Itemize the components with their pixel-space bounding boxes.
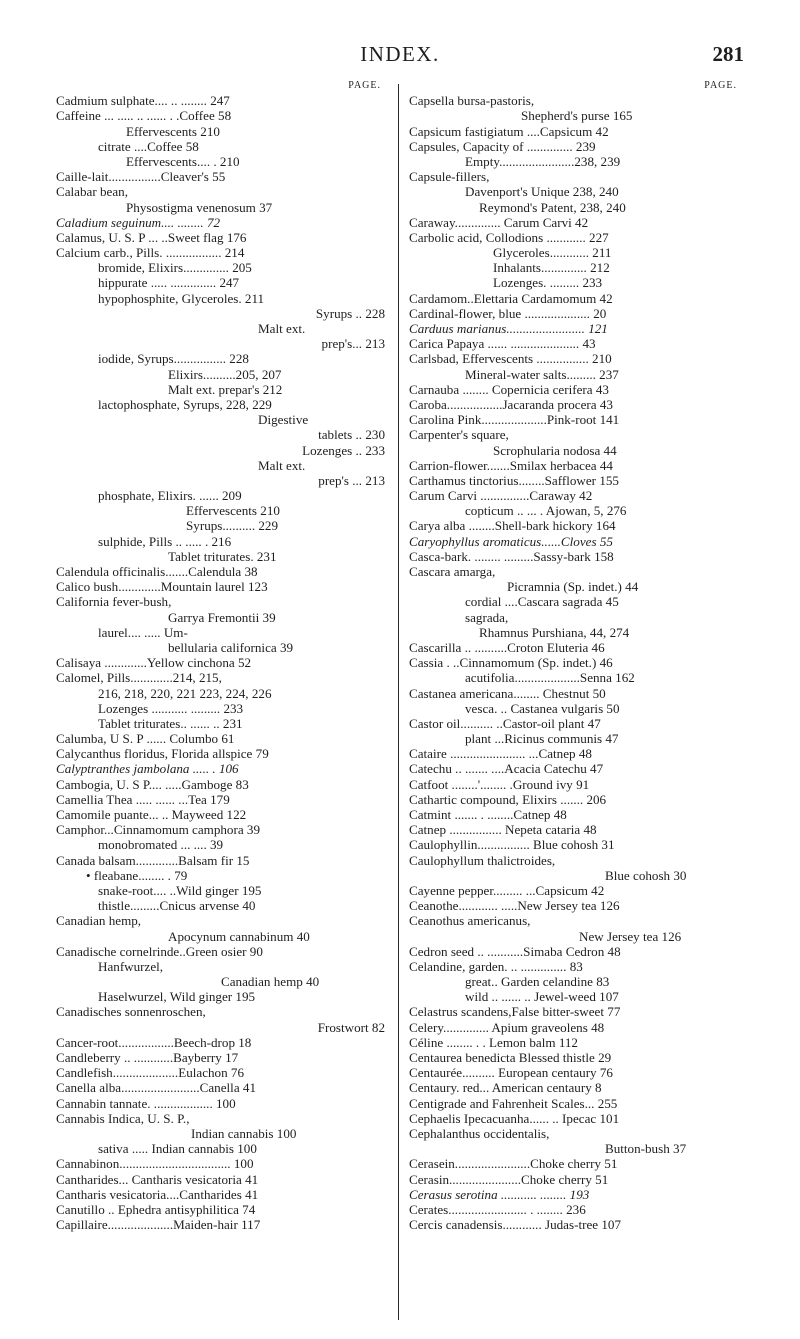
- index-entry: Calcium carb., Pills. ................. 214: [56, 245, 245, 261]
- index-entry: Casca-bark. ........ .........Sassy-bark 158: [409, 548, 614, 564]
- index-entry: Capsules, Capacity of .............. 239: [409, 138, 596, 154]
- index-entry: New Jersey tea 126: [579, 928, 682, 944]
- index-entry: Canadisches sonnenroschen,: [56, 1004, 206, 1020]
- index-entry: Cannabis Indica, U. S. P.,: [56, 1110, 190, 1126]
- index-entry: Carya alba ........Shell-bark hickory 164: [409, 518, 616, 534]
- index-entry: Celastrus scandens,False bitter-sweet 77: [409, 1004, 621, 1020]
- index-entry: Carrion-flower.......Smilax herbacea 44: [409, 457, 613, 473]
- index-entry: Cambogia, U. S P.... .....Gamboge 83: [56, 776, 249, 792]
- index-entry: prep's... 213: [321, 336, 385, 352]
- index-entry: Catechu .. ....... ....Acacia Catechu 47: [409, 761, 604, 777]
- index-entry: Effervescents 210: [186, 503, 280, 519]
- index-column-right: [409, 78, 741, 1232]
- index-entry: Catnep ................ Nepeta cataria 48: [409, 822, 597, 838]
- index-entry: Carum Carvi ...............Caraway 42: [409, 488, 593, 504]
- index-entry: Malt ext.: [258, 457, 306, 473]
- index-entry: Caroba.................Jacaranda procera 43: [409, 396, 613, 412]
- index-entry: Carbolic acid, Collodions ............ 227: [409, 229, 609, 245]
- index-entry: Centigrade and Fahrenheit Scales... 255: [409, 1095, 618, 1111]
- index-entry: Empty.......................238, 239: [465, 153, 621, 169]
- index-entry: Cerasin......................Choke cherry 51: [409, 1171, 609, 1187]
- index-entry: Lozenges. ......... 233: [493, 275, 603, 291]
- index-entry: Digestive: [258, 412, 309, 428]
- index-entry: iodide, Syrups................ 228: [98, 351, 249, 367]
- index-entry: citrate ....Coffee 58: [98, 138, 199, 154]
- index-entry: Caulophyllum thalictroides,: [409, 852, 556, 868]
- index-entry: Mineral-water salts......... 237: [465, 366, 619, 382]
- index-entry: Cerasein.......................Choke cherry 51: [409, 1156, 618, 1172]
- index-entry: bellularia californica 39: [168, 639, 294, 655]
- index-entry: Catmint ....... . ........Catnep 48: [409, 807, 567, 822]
- index-entry: Canutillo .. Ephedra antisyphilitica 74: [56, 1201, 256, 1217]
- index-entry: Camomile puante... .. Mayweed 122: [56, 807, 247, 822]
- index-entry: Cantharides... Cantharis vesicatoria 41: [56, 1171, 259, 1187]
- index-entry: Cardamom..Elettaria Cardamomum 42: [409, 290, 613, 306]
- index-entry: Ceanothe............ .....New Jersey tea 126: [409, 898, 620, 914]
- index-entry: Apocynum cannabinum 40: [168, 928, 310, 944]
- index-entry: Carnauba ........ Copernicia cerifera 43: [409, 381, 609, 397]
- index-entry: Capsicum fastigiatum ....Capsicum 42: [409, 123, 609, 139]
- index-entry: Céline ........ . . Lemon balm 112: [409, 1034, 578, 1050]
- index-entry: monobromated ... .... 39: [98, 837, 224, 853]
- index-entry: Caladium seguinum.... ........ 72: [56, 214, 221, 230]
- index-column-left: [56, 78, 385, 1232]
- index-entry: Cadmium sulphate.... .. ........ 247: [56, 93, 230, 109]
- index-entry: Effervescents.... . 210: [126, 153, 240, 169]
- page-header: [0, 42, 800, 72]
- index-entry: Centaury. red... American centaury 8: [409, 1080, 602, 1096]
- index-entry: Capsella bursa-pastoris,: [409, 93, 535, 109]
- page-title: INDEX.: [360, 42, 440, 66]
- index-entry: Button-bush 37: [605, 1141, 687, 1157]
- index-entry: Malt ext.: [258, 321, 306, 336]
- index-entry: Cascara amarga,: [409, 564, 496, 579]
- index-entry: Davenport's Unique 238, 240: [465, 184, 619, 200]
- index-entry: Syrups .. 228: [315, 305, 385, 321]
- index-entry: lactophosphate, Syrups, 228, 229: [98, 396, 272, 412]
- index-entry: Syrups.......... 229: [186, 518, 279, 534]
- index-entry: Reymond's Patent, 238, 240: [479, 199, 626, 215]
- index-entry: Calyptranthes jambolana ..... . 106: [56, 761, 239, 777]
- index-entry: Caraway.............. Carum Carvi 42: [409, 214, 589, 230]
- index-entry: bromide, Elixirs.............. 205: [98, 260, 252, 276]
- index-entry: plant ...Ricinus communis 47: [465, 731, 619, 747]
- index-entry: 216, 218, 220, 221 223, 224, 226: [98, 685, 272, 701]
- index-entry: snake-root.... ..Wild ginger 195: [98, 882, 262, 898]
- index-entry: Capsule-fillers,: [409, 169, 490, 185]
- index-entry: Carlsbad, Effervescents ................ 210: [409, 351, 612, 367]
- index-entry: Frostwort 82: [317, 1019, 385, 1035]
- index-entry: Cephalanthus occidentalis,: [409, 1125, 550, 1141]
- index-entry: Cerasus serotina ........... ........ 193: [409, 1186, 590, 1202]
- index-entry: Castanea americana........ Chestnut 50: [409, 685, 606, 701]
- index-entry: Calisaya .............Yellow cinchona 52: [56, 655, 252, 671]
- index-entry: Canadian hemp 40: [221, 974, 320, 990]
- index-entry: Centaurée.......... European centaury 76: [409, 1065, 613, 1081]
- index-entry: hippurate ..... .............. 247: [98, 275, 240, 291]
- index-entry: Hanfwurzel,: [98, 958, 164, 974]
- index-entry: Cephaelis Ipecacuanha...... .. Ipecac 101: [409, 1110, 620, 1126]
- index-entry: Candleberry .. ............Bayberry 17: [56, 1050, 239, 1065]
- index-entry: Rhamnus Purshiana, 44, 274: [479, 624, 630, 640]
- index-entry: Shepherd's purse 165: [521, 108, 633, 124]
- index-entry: Cantharis vesicatoria....Cantharides 41: [56, 1186, 259, 1202]
- index-entry: Physostigma venenosum 37: [126, 199, 273, 215]
- index-entry: thistle.........Cnicus arvense 40: [98, 898, 256, 914]
- index-entry: wild .. ...... .. Jewel-weed 107: [465, 989, 619, 1005]
- index-entry: Cannabin tannate. .................. 100: [56, 1095, 236, 1111]
- index-entry: phosphate, Elixirs. ...... 209: [98, 488, 242, 504]
- index-entry: Canada balsam.............Balsam fir 15: [56, 852, 250, 868]
- index-entry: Cerates........................ . ........ 236: [409, 1201, 586, 1217]
- index-entry: Celandine, garden. .. .............. 83: [409, 958, 583, 974]
- index-entry: tablets .. 230: [318, 427, 385, 443]
- index-entry: Garrya Fremontii 39: [168, 609, 276, 625]
- index-entry: Blue cohosh 30: [605, 867, 687, 883]
- index-entry: Cardinal-flower, blue .................... 20: [409, 305, 607, 321]
- index-entry: Haselwurzel, Wild ginger 195: [98, 989, 256, 1005]
- index-entry: Carpenter's square,: [409, 427, 509, 443]
- index-entry: Cedron seed .. ...........Simaba Cedron 48: [409, 943, 621, 959]
- index-entry: sagrada,: [465, 609, 509, 625]
- index-entry: Indian cannabis 100: [191, 1125, 297, 1141]
- index-entry: Camphor...Cinnamomum camphora 39: [56, 822, 261, 838]
- index-entry: laurel.... ..... Um-: [98, 624, 188, 640]
- index-entry: Caryophyllus aromaticus......Cloves 55: [409, 533, 613, 549]
- index-entry: Catfoot ........'........ .Ground ivy 91: [409, 776, 590, 792]
- index-entry: California fever-bush,: [56, 594, 172, 610]
- index-entry: Effervescents 210: [126, 123, 220, 139]
- index-entry: Lozenges .. 233: [302, 442, 385, 458]
- index-entry: Cascarilla .. ..........Croton Eluteria 46: [409, 639, 605, 655]
- page-column-heading: PAGE.: [704, 80, 737, 91]
- index-entries-left: [56, 93, 385, 1232]
- index-entry: Candlefish....................Eulachon 76: [56, 1065, 245, 1081]
- index-entry: Carica Papaya ...... ..................... 43: [409, 336, 596, 352]
- index-entry: Cathartic compound, Elixirs ....... 206: [409, 791, 607, 807]
- index-entry: Ceanothus americanus,: [409, 913, 531, 929]
- index-entry: • fleabane........ . 79: [86, 867, 188, 883]
- index-entry: Cataire ....................... ...Catnep 48: [409, 746, 592, 762]
- index-entry: Calamus, U. S. P ... ..Sweet flag 176: [56, 229, 247, 245]
- index-entry: prep's ... 213: [318, 472, 385, 488]
- index-entry: Tablet triturates. 231: [168, 548, 277, 564]
- index-entry: Celery.............. Apium graveolens 48: [409, 1019, 605, 1035]
- page-number: 281: [712, 42, 744, 66]
- index-entry: Capillaire....................Maiden-hair 117: [56, 1217, 261, 1233]
- index-entries-right: [409, 93, 741, 1232]
- index-entry: Carduus marianus........................ 121: [409, 321, 608, 336]
- index-entry: Elixirs..........205, 207: [168, 366, 282, 382]
- index-entry: Inhalants.............. 212: [493, 260, 610, 276]
- index-entry: Carolina Pink....................Pink-root 141: [409, 412, 620, 428]
- index-entry: Canella alba........................Canella 41: [56, 1080, 256, 1096]
- index-entry: Cancer-root.................Beech-drop 18: [56, 1034, 252, 1050]
- index-entry: Malt ext. prepar's 212: [168, 381, 283, 397]
- index-entry: Picramnia (Sp. indet.) 44: [507, 579, 639, 595]
- index-entry: Canadian hemp,: [56, 913, 142, 929]
- index-entry: Calycanthus floridus, Florida allspice 79: [56, 746, 269, 762]
- index-entry: Camellia Thea ..... ...... ...Tea 179: [56, 791, 230, 807]
- index-entry: Calumba, U S. P ...... Columbo 61: [56, 731, 235, 747]
- index-entry: Calomel, Pills.............214, 215,: [56, 670, 222, 686]
- index-entry: Calendula officinalis.......Calendula 38: [56, 564, 258, 579]
- index-entry: Cassia . ..Cinnamomum (Sp. indet.) 46: [409, 655, 613, 671]
- column-divider: [398, 84, 399, 1320]
- index-entry: sulphide, Pills .. ..... . 216: [98, 533, 232, 549]
- index-entry: Scrophularia nodosa 44: [493, 442, 617, 458]
- page-column-heading: PAGE.: [348, 80, 381, 91]
- index-entry: Cayenne pepper......... ...Capsicum 42: [409, 882, 605, 898]
- index-entry: cordial ....Cascara sagrada 45: [465, 594, 619, 610]
- index-entry: Centaurea benedicta Blessed thistle 29: [409, 1050, 612, 1065]
- index-entry: vesca. .. Castanea vulgaris 50: [465, 700, 620, 716]
- index-entry: Caille-lait................Cleaver's 55: [56, 169, 226, 185]
- index-entry: Canadische cornelrinde..Green osier 90: [56, 943, 263, 959]
- index-entry: Castor oil.......... ..Castor-oil plant 47: [409, 715, 601, 731]
- index-entry: Caffeine ... ..... .. ...... . .Coffee 58: [56, 108, 232, 124]
- index-entry: Caulophyllin................ Blue cohosh 31: [409, 837, 615, 853]
- index-entry: Calabar bean,: [56, 184, 128, 200]
- index-entry: hypophosphite, Glyceroles. 211: [98, 290, 265, 306]
- index-entry: Tablet triturates.. ...... .. 231: [98, 715, 243, 731]
- index-entry: Cercis canadensis............ Judas-tree 107: [409, 1217, 621, 1233]
- index-entry: acutifolia....................Senna 162: [465, 670, 635, 686]
- index-entry: sativa ..... Indian cannabis 100: [98, 1141, 257, 1157]
- index-entry: copticum .. ... . Ajowan, 5, 276: [465, 503, 627, 519]
- index-entry: Calico bush.............Mountain laurel 123: [56, 579, 268, 595]
- index-entry: great.. Garden celandine 83: [465, 974, 610, 990]
- index-entry: Cannabinon.................................. 100: [56, 1156, 254, 1172]
- index-entry: Glyceroles............ 211: [493, 245, 612, 261]
- index-entry: Lozenges ........... ......... 233: [98, 700, 244, 716]
- index-entry: Carthamus tinctorius........Safflower 155: [409, 472, 619, 488]
